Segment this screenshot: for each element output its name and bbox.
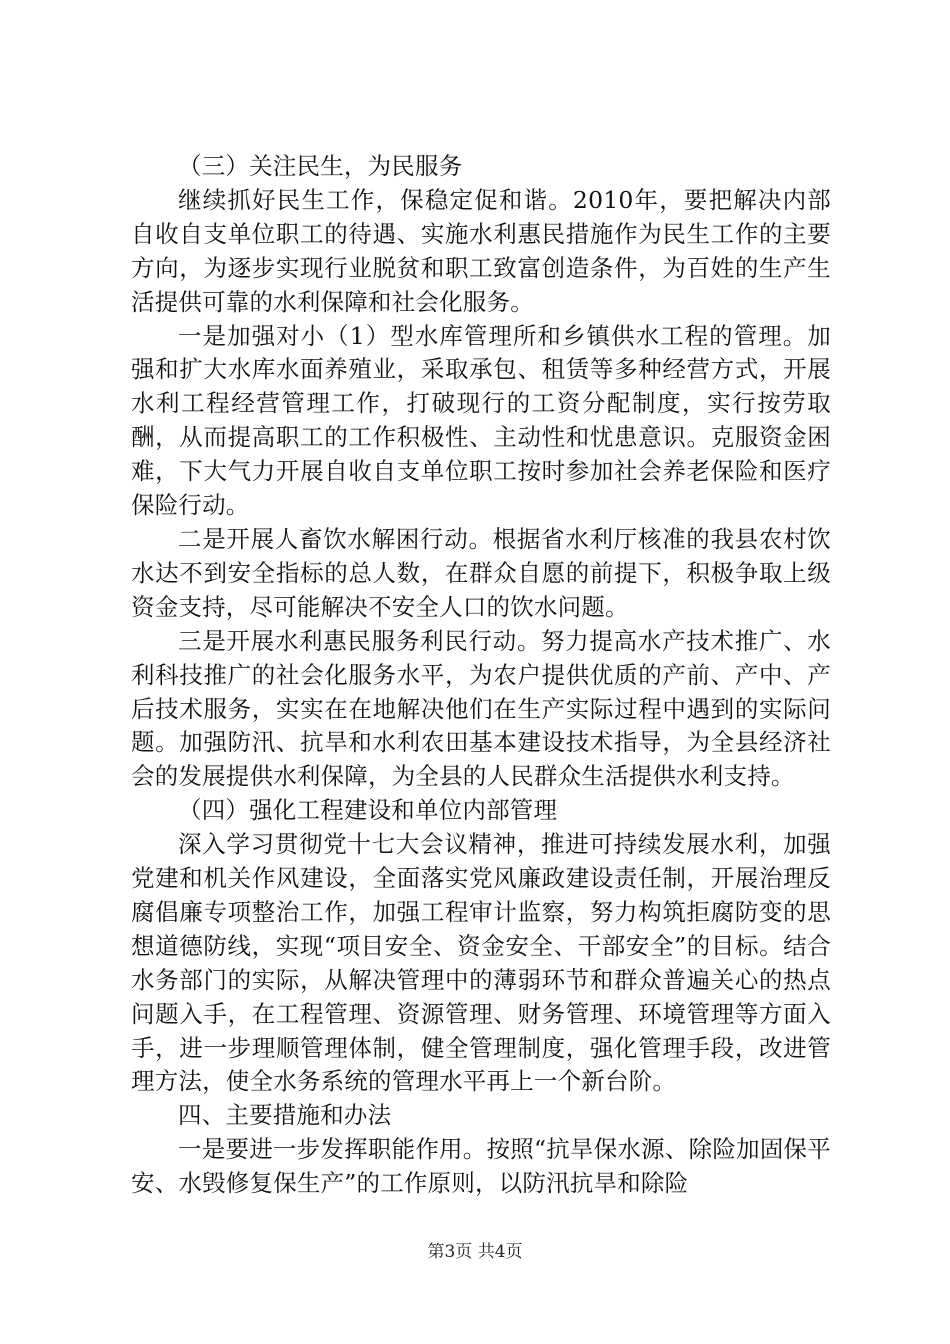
paragraph-measures-1: 一是要进一步发挥职能作用。按照“抗旱保水源、除险加固保平安、水毁修复保生产”的工作原则，以防汛抗旱和除险	[131, 1135, 831, 1198]
document-body	[131, 150, 831, 1201]
paragraph-internal-management: 深入学习贯彻党十七大会议精神，推进可持续发展水利，加强党建和机关作风建设，全面落实党风廉政建设责任制，开展治理反腐倡廉专项整治工作，加强工程审计监察，努力构筑拒腐防变的思想道德防线，实现“项目安全、资金安全、干部安全”的目标。结合水务部门的实际，从解决管理中的薄弱环节和群众普遍关心的热点问题入手，在工程管理、资源管理、财务管理、环境管理等方面入手，进一步理顺管理体制，健全管理制度，强化管理手段，改进管理方法，使全水务系统的管理水平再上一个新台阶。	[131, 830, 831, 1096]
paragraph-reservoir-management: 一是加强对小（1）型水库管理所和乡镇供水工程的管理。加强和扩大水库水面养殖业，采取承包、租赁等多种经营方式，开展水利工程经营管理工作，打破现行的工资分配制度，实行按劳取酬，从而提高职工的工作积极性、主动性和忧患意识。克服资金困难，下大气力开展自收自支单位职工按时参加社会养老保险和医疗保险行动。	[131, 321, 831, 520]
section-heading-measures: 四、主要措施和办法	[178, 1101, 392, 1130]
paragraph-water-service: 三是开展水利惠民服务利民行动。努力提高水产技术推广、水利科技推广的社会化服务水平，为农户提供优质的产前、产中、产后技术服务，实实在在地解决他们在生产实际过程中遇到的实际问题。加强防汛、抗旱和水利农田基本建设技术指导，为全县经济社会的发展提供水利保障，为全县的人民群众生活提供水利支持。	[131, 626, 831, 791]
section-heading-3: （三）关注民生，为民服务	[178, 152, 463, 180]
paragraph-livelihood: 继续抓好民生工作，保稳定促和谐。2010年，要把解决内部自收自支单位职工的待遇、实施水利惠民措施作为民生工作的主要方向，为逐步实现行业脱贫和职工致富创造条件，为百姓的生产生活提供可靠的水利保障和社会化服务。	[131, 185, 831, 316]
section-heading-4: （四）强化工程建设和单位内部管理	[178, 796, 558, 825]
page-number-footer: 第3页 共4页	[427, 1242, 523, 1262]
paragraph-drinking-water: 二是开展人畜饮水解困行动。根据省水利厅核准的我县农村饮水达不到安全指标的总人数，在群众自愿的前提下，积极争取上级资金支持，尽可能解决不安全人口的饮水问题。	[131, 524, 831, 621]
